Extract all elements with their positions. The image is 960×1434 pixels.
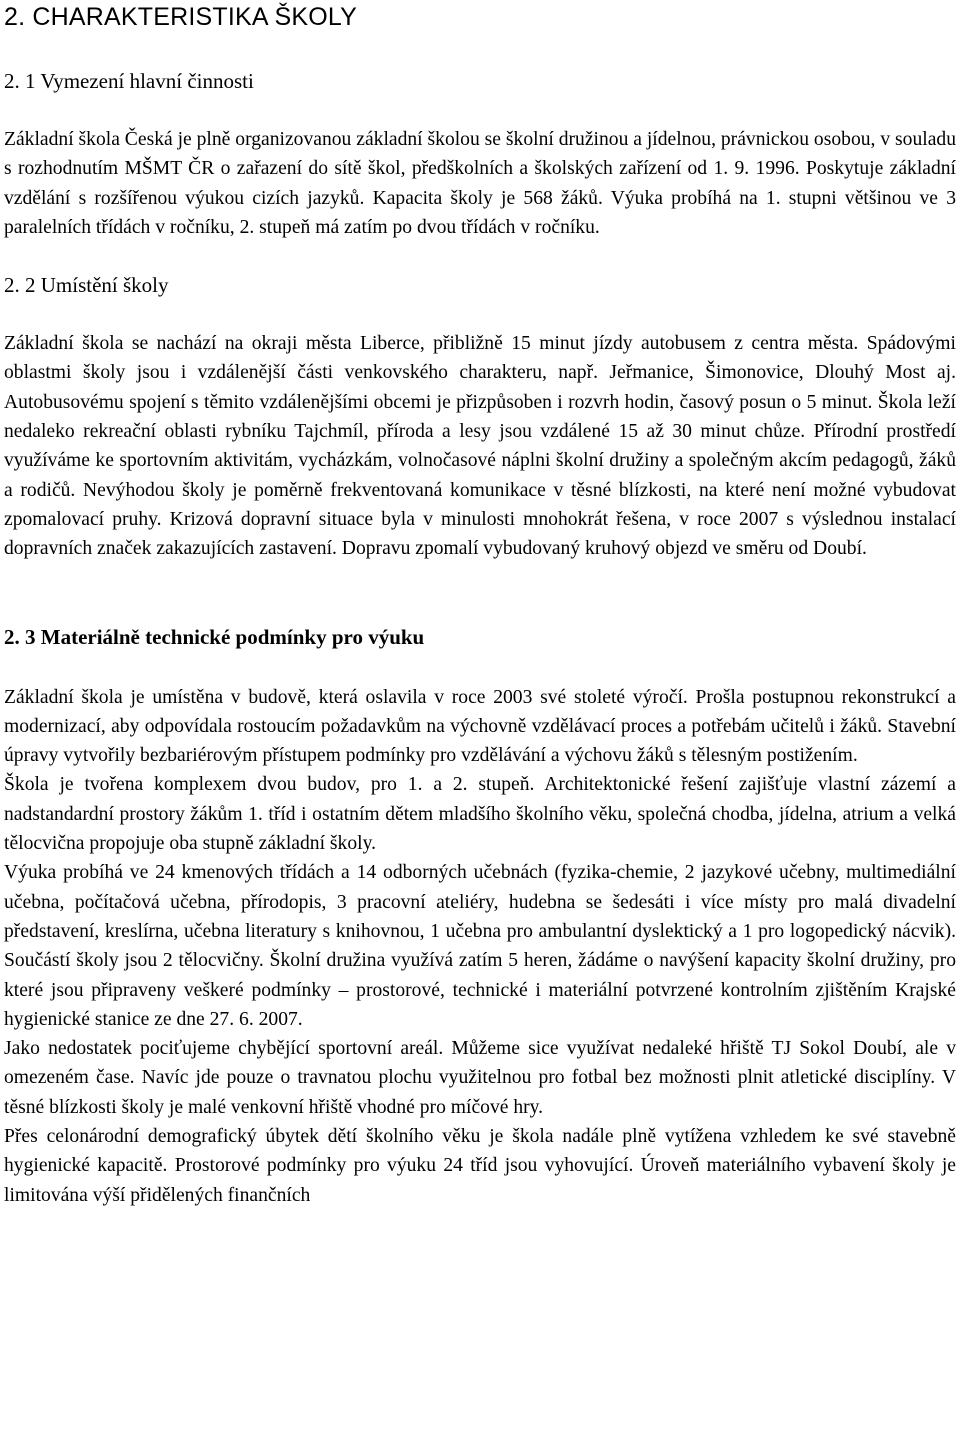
section-paragraph-capacity: Přes celonárodní demografický úbytek dětí školního věku je škola nadále plně vytížena vzhledem ke své stavebně hygienické kapacitě. Prostorové podmínky pro výuku 24 tříd jsou vyhovující. Úroveň materiálního vybavení školy je limitována výší přidělených finančních [4,1126,956,1206]
section-paragraph-classrooms: Výuka probíhá ve 24 kmenových třídách a 14 odborných učebnách (fyzika-chemie, 2 jazykové učebny, multimediální učebna, počítačová učebna, přírodopis, 3 pracovní ateliéry, hudebna se šedesáti i více místy pro malá divadelní představení, kreslírna, učebna literatury s knihovnou, 1 učebna pro ambulantní dyslektický a 1 pro logopedický nácvik). Součástí školy jsou 2 tělocvičny. Školní družina využívá zatím 5 heren, žádáme o navýšení kapacity školní družiny, pro které jsou připraveny veškeré podmínky – prostorové, technické i materiální potvrzené kontrolním zjištěním Krajské hygienické stanice ze dne 27. 6. 2007. [4,862,956,1030]
section-title-main-activity: 2. 1 Vymezení hlavní činnosti [4,69,254,93]
section-paragraph-building: Základní škola je umístěna v budově, která oslavila v roce 2003 své stoleté výročí. Prošla postupnou rekonstrukcí a modernizací, aby odpovídala rostoucím požadavkům na výchovně vzdělávací proces a potřebám učitelů i žáků. Stavební úpravy vytvořily bezbariérovým přístupem podmínky pro vzdělávání a výchovu žáků s tělesným postižením. [4,686,956,767]
section-paragraph-location: Základní škola se nachází na okraji města Liberce, přibližně 15 minut jízdy autobusem z centra města. Spádovými oblastmi školy jsou i vzdálenější části venkovského charakteru, např. Jeřmanice, Šimonovice, Dlouhý Most aj. Autobusovému spojení s těmito vzdálenějšími obcemi je přizpůsoben i rozvrh hodin, časový posun o 5 minut. Škola leží nedaleko rekreační oblasti rybníku Tajchmíl, příroda a lesy jsou vzdálené 15 až 30 minut chůze. Přírodní prostředí využíváme ke sportovním aktivitám, vycházkám, volnočasové náplni školní družiny a společným akcím pedagogů, žáků a rodičů. Nevýhodou školy je poměrně frekventovaná komunikace v těsné blízkosti, na které není možné vybudovat zpomalovací pruhy. Krizová dopravní situace byla v minulosti mnohokrát řešena, v roce 2007 s výslednou instalací dopravních značek zakazujících zastavení. Dopravu zpomalí vybudovaný kruhový objezd ve směru od Doubí. [4,333,956,560]
section-paragraph-main-activity: Základní škola Česká je plně organizovanou základní školou se školní družinou a jídelnou, právnickou osobou, v souladu s rozhodnutím MŠMT ČR o zařazení do sítě škol, předškolních a školských zařízení od 1. 9. 1996. Poskytuje základní vzdělání s rozšířenou výukou cizích jazyků. Kapacita školy je 568 žáků. Výuka probíhá na 1. stupni většinou ve 3 paralelních třídách v ročníku, 2. stupeň má zatím po dvou třídách v ročníku. [4,129,956,238]
section-paragraph-complex: Škola je tvořena komplexem dvou budov, pro 1. a 2. stupeň. Architektonické řešení zajišťuje vlastní zázemí a nadstandardní prostory žákům 1. tříd i ostatním dětem mladšího školního věku, společná chodba, jídelna, atrium a velká tělocvična propojuje oba stupně základní školy. [4,774,956,855]
section-paragraph-sports-area: Jako nedostatek pociťujeme chybějící sportovní areál. Můžeme sice využívat nedaleké hřiště TJ Sokol Doubí, ale v omezeném čase. Navíc jde pouze o travnatou plochu využitelnou pro fotbal bez možnosti plnit atletické disciplíny. V těsné blízkosti školy je malé venkovní hřiště vhodné pro míčové hry. [4,1038,956,1118]
section-title-location: 2. 2 Umístění školy [4,273,169,298]
document-page [0,2,960,1434]
section-title-material-conditions: 2. 3 Materiálně technické podmínky pro výuku [4,624,425,649]
chapter-title: 2. CHARAKTERISTIKA ŠKOLY [4,3,358,31]
